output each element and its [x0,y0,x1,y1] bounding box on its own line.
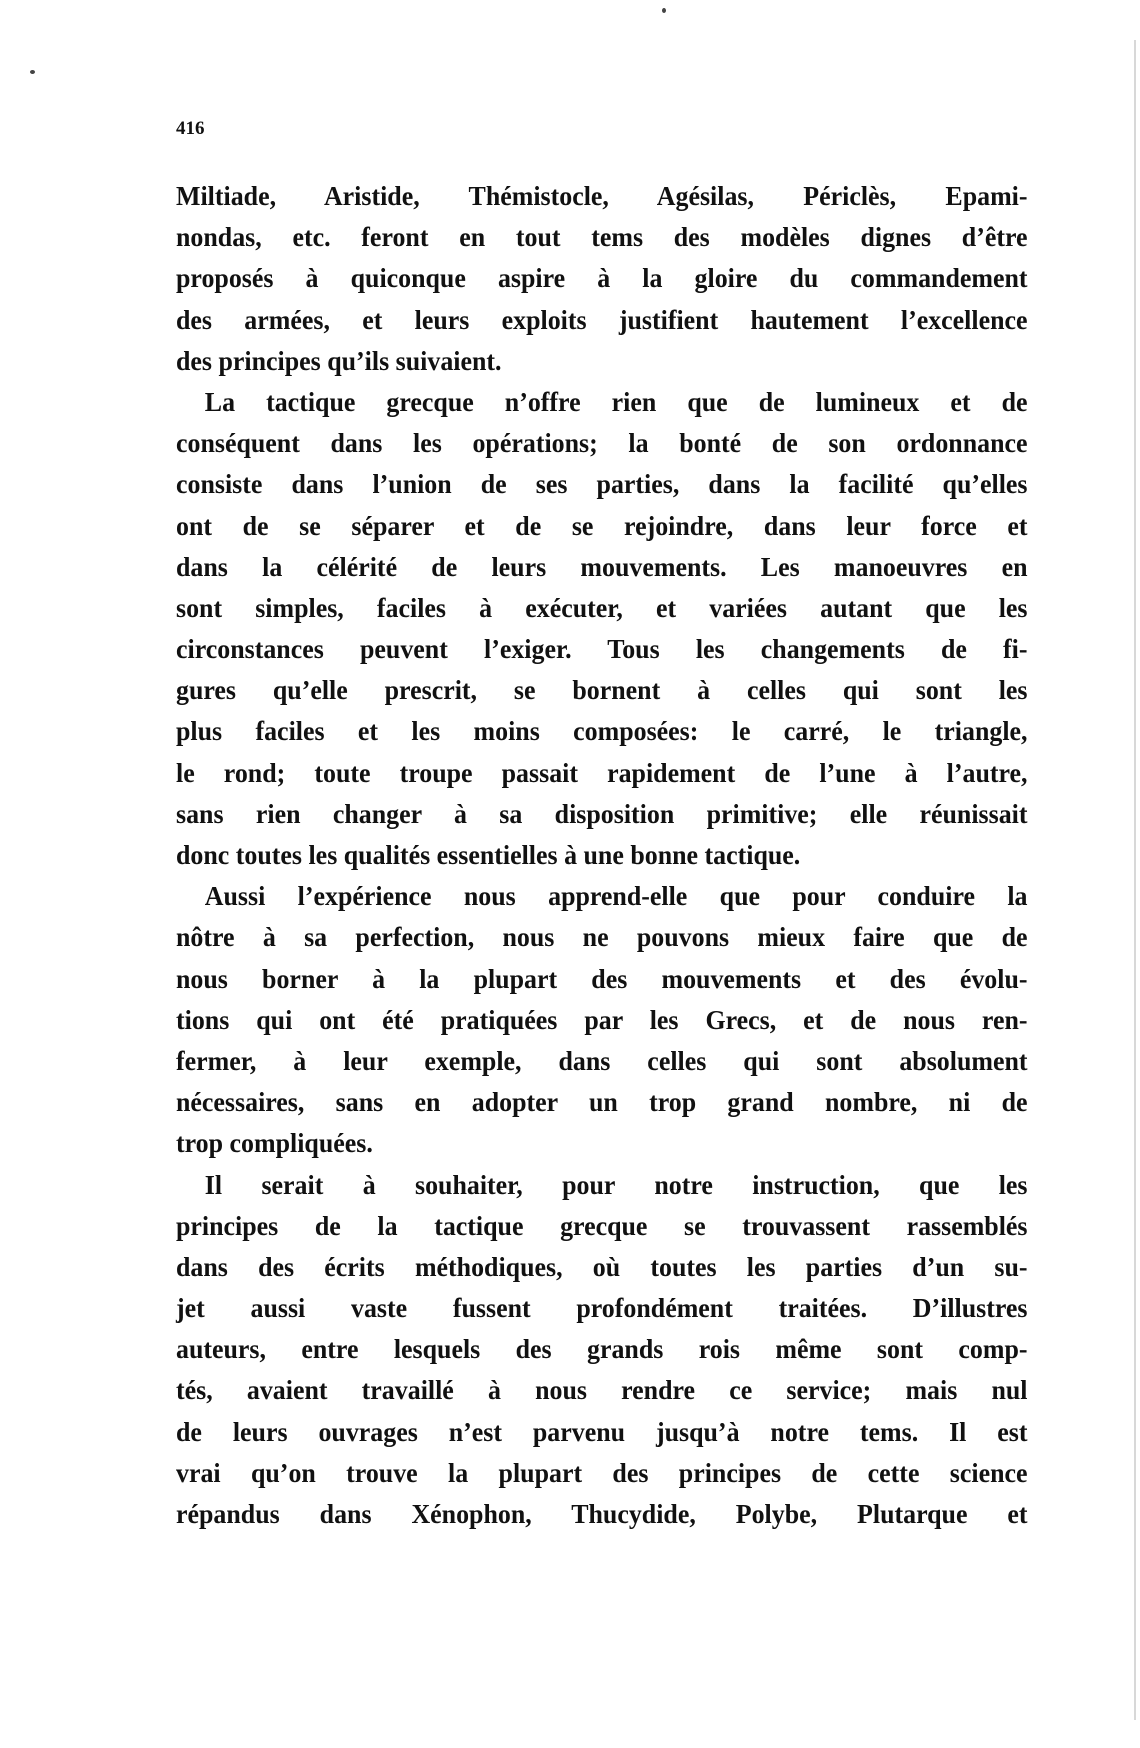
text-line: principes de la tactique grecque se trouvassent rassemblés [176,1210,1028,1241]
text-line: vrai qu’on trouve la plupart des principes de cette science [176,1457,1028,1488]
scan-speck [662,8,666,13]
text-line: circonstances peuvent l’exiger. Tous les changements de fi- [176,634,1028,665]
body-text [176,176,1028,1535]
text-line: gures qu’elle prescrit, se bornent à celles qui sont les [176,675,1028,706]
text-line: donc toutes les qualités essentielles à une bonne tactique. [176,840,801,870]
text-line: trop compliquées. [176,1128,373,1159]
text-line: auteurs, entre lesquels des grands rois même sont comp- [176,1334,1028,1365]
text-line: sont simples, faciles à exécuter, et variées autant que les [176,592,1028,623]
text-line: tés, avaient travaillé à nous rendre ce service; mais nul [176,1375,1028,1406]
text-line: plus faciles et les moins composées: le carré, le triangle, [176,716,1028,747]
paragraph [176,176,1028,382]
paragraph [176,1165,1028,1536]
text-line: nondas, etc. feront en tout tems des modèles dignes d’être [176,222,1028,253]
text-line: consiste dans l’union de ses parties, dans la facilité qu’elles [176,469,1028,500]
text-line: des principes qu’ils suivaient. [176,345,502,376]
text-line: dans des écrits méthodiques, où toutes les parties d’un su- [176,1251,1028,1282]
text-line: répandus dans Xénophon, Thucydide, Polybe, Plutarque et [176,1499,1028,1529]
text-line: Il serait à souhaiter, pour notre instruction, que les [204,1169,1028,1200]
text-line: jet aussi vaste fussent profondément traitées. D’illustres [176,1293,1028,1324]
scan-speck [30,70,35,74]
paragraph [176,876,1028,1164]
text-line: nous borner à la plupart des mouvements et des évolu- [176,963,1028,994]
text-line: tions qui ont été pratiquées par les Grecs, et de nous ren- [176,1004,1028,1035]
text-line: sans rien changer à sa disposition primitive; elle réunissait [176,798,1028,829]
text-line: dans la célérité de leurs mouvements. Les manoeuvres en [176,551,1028,582]
text-line: nôtre à sa perfection, nous ne pouvons mieux faire que de [176,922,1028,953]
text-line: le rond; toute troupe passait rapidement de l’une à l’autre, [176,757,1028,788]
page-number: 416 [176,118,205,139]
text-line: La tactique grecque n’offre rien que de lumineux et de [204,386,1028,417]
paragraph [176,382,1028,876]
text-line: proposés à quiconque aspire à la gloire du commandement [176,263,1028,294]
text-line: ont de se séparer et de se rejoindre, dans leur force et [176,510,1028,541]
text-line: nécessaires, sans en adopter un trop grand nombre, ni de [176,1087,1028,1118]
text-line: des armées, et leurs exploits justifient hautement l’excellence [176,304,1028,335]
text-line: fermer, à leur exemple, dans celles qui sont absolument [176,1045,1028,1076]
text-line: Miltiade, Aristide, Thémistocle, Agésilas, Périclès, Epami- [176,181,1028,211]
text-line: Aussi l’expérience nous apprend-elle que pour conduire la [204,881,1028,912]
page-edge [1134,40,1136,1720]
text-line: conséquent dans les opérations; la bonté de son ordonnance [176,428,1028,459]
text-line: de leurs ouvrages n’est parvenu jusqu’à notre tems. Il est [176,1416,1028,1447]
